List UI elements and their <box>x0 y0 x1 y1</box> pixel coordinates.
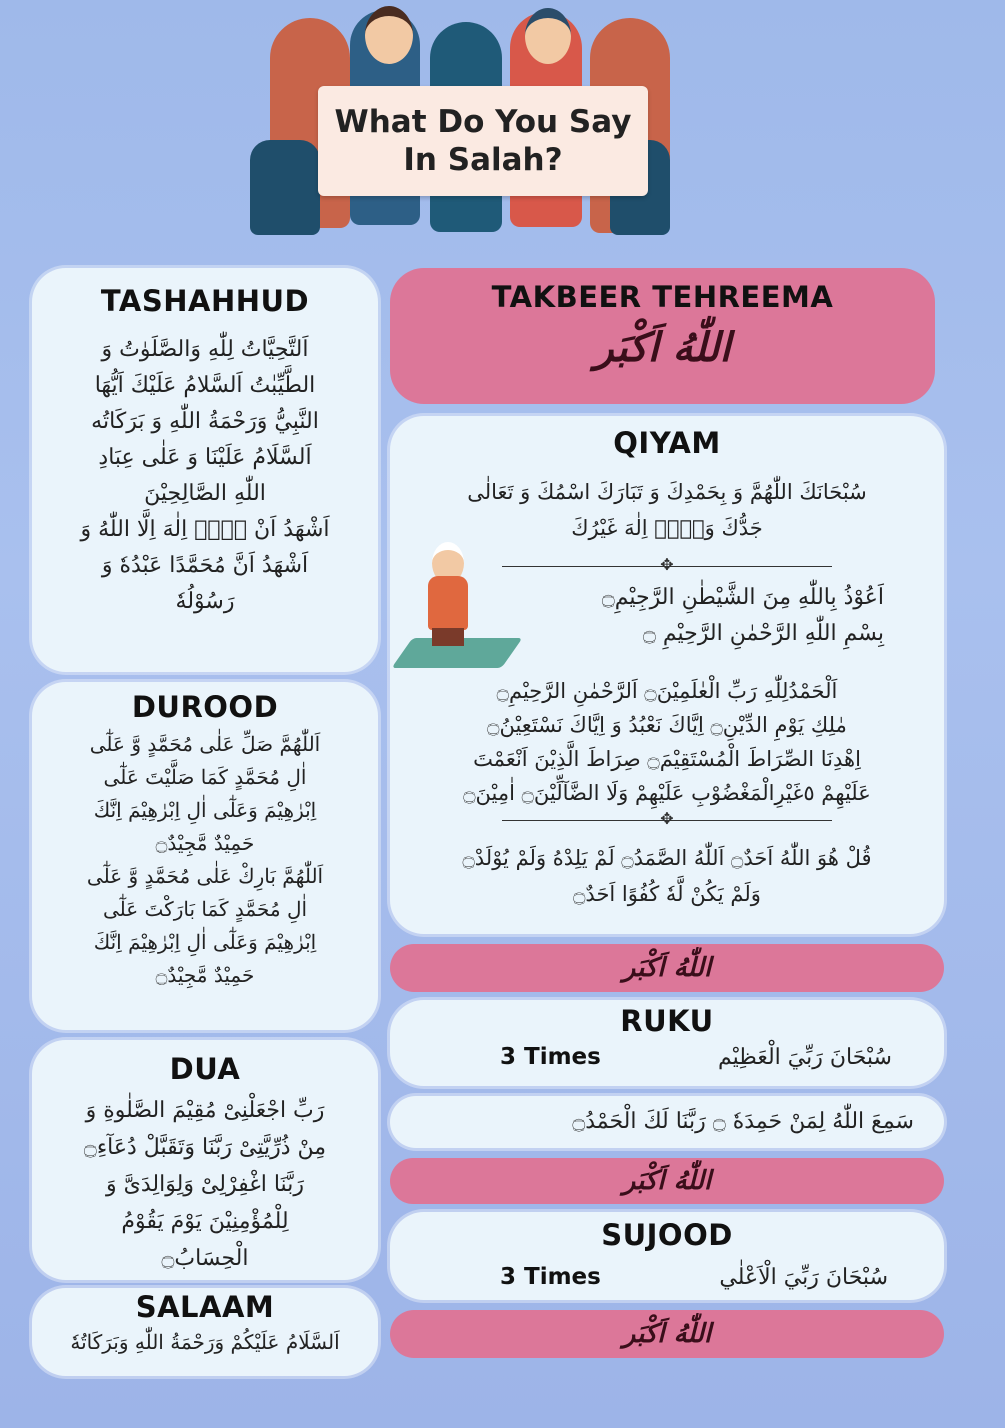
tashahhud-line: اَشْهَدُ اَنْ لَاۤ اِلٰهَ اِلَّا اللّٰهُ وَ <box>80 517 330 542</box>
fatiha-line: عَلَيْهِمْ ٥غَيْرِالْمَغْضُوْبِ عَلَيْهِمْ وَلَا الضَّآلِّيْنَ۝ اٰمِيْنَ۝ <box>463 781 871 805</box>
ikhlas-line: وَلَمْ يَكُنْ لَّهٗ كُفُوًا اَحَدٌ۝ <box>573 882 761 906</box>
takbeer-bar-1 <box>390 944 944 992</box>
divider-ornament: ✥ <box>660 809 674 828</box>
fatiha-text <box>390 674 944 810</box>
durood-line: اٰلِ مُحَمَّدٍ كَمَا صَلَّيْتَ عَلٰٓى <box>103 765 307 789</box>
salaam-title: SALAAM <box>135 1290 275 1324</box>
durood-line: اٰلِ مُحَمَّدٍ كَمَا بَارَكْتَ عَلٰٓى <box>102 897 308 921</box>
durood-line: حَمِيْدٌ مَّجِيْدٌ۝ <box>155 831 255 855</box>
dua-text <box>32 1092 378 1277</box>
thana-line: سُبْحَانَكَ اللّٰهُمَّ وَ بِحَمْدِكَ وَ تَبَارَكَ اسْمُكَ وَ تَعَالٰى <box>467 480 867 504</box>
kid-figure <box>250 140 320 235</box>
sujood-text: سُبْحَانَ رَبِّيَ الْاَعْلٰي <box>719 1265 888 1290</box>
tashahhud-line: اَشْهَدُ اَنَّ مُحَمَّدًا عَبْدُهٗ وَ <box>101 553 309 578</box>
ruku-text: سُبْحَانَ رَبِّيَ الْعَظِيْم <box>718 1045 892 1070</box>
durood-line: حَمِيْدٌ مَّجِيْدٌ۝ <box>155 963 255 987</box>
durood-line: اَللّٰهُمَّ صَلِّ عَلٰى مُحَمَّدٍ وَّ عَلٰٓى <box>89 732 321 756</box>
qawmah-text: سَمِعَ اللّٰهُ لِمَنْ حَمِدَهٗ ۝ رَبَّنَا لَكَ الْحَمْدُ۝ <box>572 1109 914 1134</box>
durood-card <box>32 682 378 1030</box>
qiyam-title: QIYAM <box>613 426 721 460</box>
durood-line: اِبْرٰهِيْمَ وَعَلٰٓى اٰلِ اِبْرٰهِيْمَ اِنَّكَ <box>93 798 317 822</box>
durood-title: DUROOD <box>131 690 279 724</box>
salaam-text: اَلسَّلَامُ عَلَيْكُمْ وَرَحْمَةُ اللّٰهِ وَبَرَكَاتُهٗ <box>70 1330 340 1354</box>
kid-face <box>365 6 413 64</box>
dua-card <box>32 1040 378 1280</box>
takbeer-bar-2 <box>390 1158 944 1204</box>
title-line-2: In Salah? <box>403 142 563 178</box>
praying-boy-illustration <box>402 538 512 678</box>
tashahhud-card <box>32 268 378 672</box>
fatiha-line: اَلْحَمْدُلِلّٰهِ رَبِّ الْعٰلَمِيْنَ۝ اَلرَّحْمٰنِ الرَّحِيْمِ۝ <box>496 679 838 703</box>
takbeer-calligraphy: اللّٰهُ اَكْبَر <box>594 324 731 371</box>
taawwudh-text <box>602 580 884 652</box>
tashahhud-line: اَلسَّلَامُ عَلَيْنَا وَ عَلٰى عِبَادِ <box>98 445 312 470</box>
qawmah-card <box>390 1096 944 1148</box>
tashahhud-line: اللّٰهِ الصَّالِحِيْنَ <box>144 481 266 506</box>
header-illustration <box>240 0 680 245</box>
boy-body <box>428 576 468 630</box>
fatiha-line: مٰلِكِ يَوْمِ الدِّيْنِ۝ اِيَّاكَ نَعْبُدُ وَ اِيَّاكَ نَسْتَعِيْنُ۝ <box>487 713 847 737</box>
dua-line: الْحِسَابُ۝ <box>161 1246 249 1271</box>
kid-face <box>525 8 571 64</box>
taawwudh-line: بِسْمِ اللّٰهِ الرَّحْمٰنِ الرَّحِيْمِ ۝ <box>642 621 884 646</box>
ikhlas-line: قُلْ هُوَ اللّٰهُ اَحَدٌ۝ اَللّٰهُ الصَّمَدُ۝ لَمْ يَلِدْهُ وَلَمْ يُوْلَدْ۝ <box>462 846 872 870</box>
takbeer-tehreema-card <box>390 268 935 404</box>
divider <box>502 809 832 828</box>
ruku-title: RUKU <box>620 1004 714 1038</box>
qiyam-card <box>390 416 944 934</box>
sujood-card <box>390 1212 944 1300</box>
dua-line: لِلْمُؤْمِنِيْنَ يَوْمَ يَقُوْمُ <box>121 1209 289 1234</box>
salaam-card <box>32 1288 378 1376</box>
takbeer-title: TAKBEER TEHREEMA <box>491 280 834 314</box>
tashahhud-title: TASHAHHUD <box>100 284 310 318</box>
boy-legs <box>432 628 464 646</box>
taawwudh-line: اَعُوْذُ بِاللّٰهِ مِنَ الشَّيْطٰنِ الرَّجِيْمِ۝ <box>601 585 884 610</box>
durood-line: اِبْرٰهِيْمَ وَعَلٰٓى اٰلِ اِبْرٰهِيْمَ اِنَّكَ <box>93 930 317 954</box>
durood-text <box>32 728 378 992</box>
tashahhud-line: رَسُوْلُهٗ <box>175 589 235 614</box>
durood-line: اَللّٰهُمَّ بَارِكْ عَلٰى مُحَمَّدٍ وَّ عَلٰٓى <box>86 864 324 888</box>
dua-line: مِنْ ذُرِّيَّتِىْ رَبَّنَا وَتَقَبَّلْ دُعَآءِ۝ <box>83 1135 327 1160</box>
tashahhud-line: النَّبِيُّ وَرَحْمَةُ اللّٰهِ وَ بَرَكَاتُه <box>91 409 319 434</box>
thana-text <box>390 474 944 546</box>
fatiha-line: اِهْدِنَا الصِّرَاطَ الْمُسْتَقِيْمَ۝ صِرَاطَ الَّذِيْنَ اَنْعَمْتَ <box>473 747 861 771</box>
ikhlas-text <box>390 840 944 912</box>
dua-line: رَبَّنَا اغْفِرْلِىْ وَلِوَالِدَىَّ وَ <box>106 1172 304 1197</box>
tashahhud-line: الطَّيِّبٰتُ اَلسَّلامُ عَلَيْكَ اَيُّهَا <box>94 373 316 398</box>
takbeer-bar-3 <box>390 1310 944 1358</box>
ruku-times: 3 Times <box>500 1044 601 1070</box>
title-line-1: What Do You Say <box>334 104 632 140</box>
takbeer-calligraphy: اللّٰهُ اَكْبَر <box>622 1319 712 1349</box>
sujood-title: SUJOOD <box>601 1218 733 1252</box>
ruku-card <box>390 1000 944 1086</box>
thana-line: جَدُّكَ وَلَاۤ اِلٰهَ غَيْرُكَ <box>571 516 763 540</box>
title-sign <box>318 86 648 196</box>
tashahhud-line: اَلتَّحِيَّاتُ لِلّٰهِ وَالصَّلَوٰتُ وَ <box>101 337 309 362</box>
divider-ornament: ✥ <box>660 555 674 574</box>
sujood-times: 3 Times <box>500 1264 601 1290</box>
tashahhud-text <box>32 332 378 620</box>
takbeer-calligraphy: اللّٰهُ اَكْبَر <box>622 1166 712 1196</box>
divider <box>502 555 832 574</box>
takbeer-calligraphy: اللّٰهُ اَكْبَر <box>622 953 712 983</box>
dua-line: رَبِّ اجْعَلْنِىْ مُقِيْمَ الصَّلٰوةِ وَ <box>85 1098 325 1123</box>
dua-title: DUA <box>169 1052 241 1086</box>
